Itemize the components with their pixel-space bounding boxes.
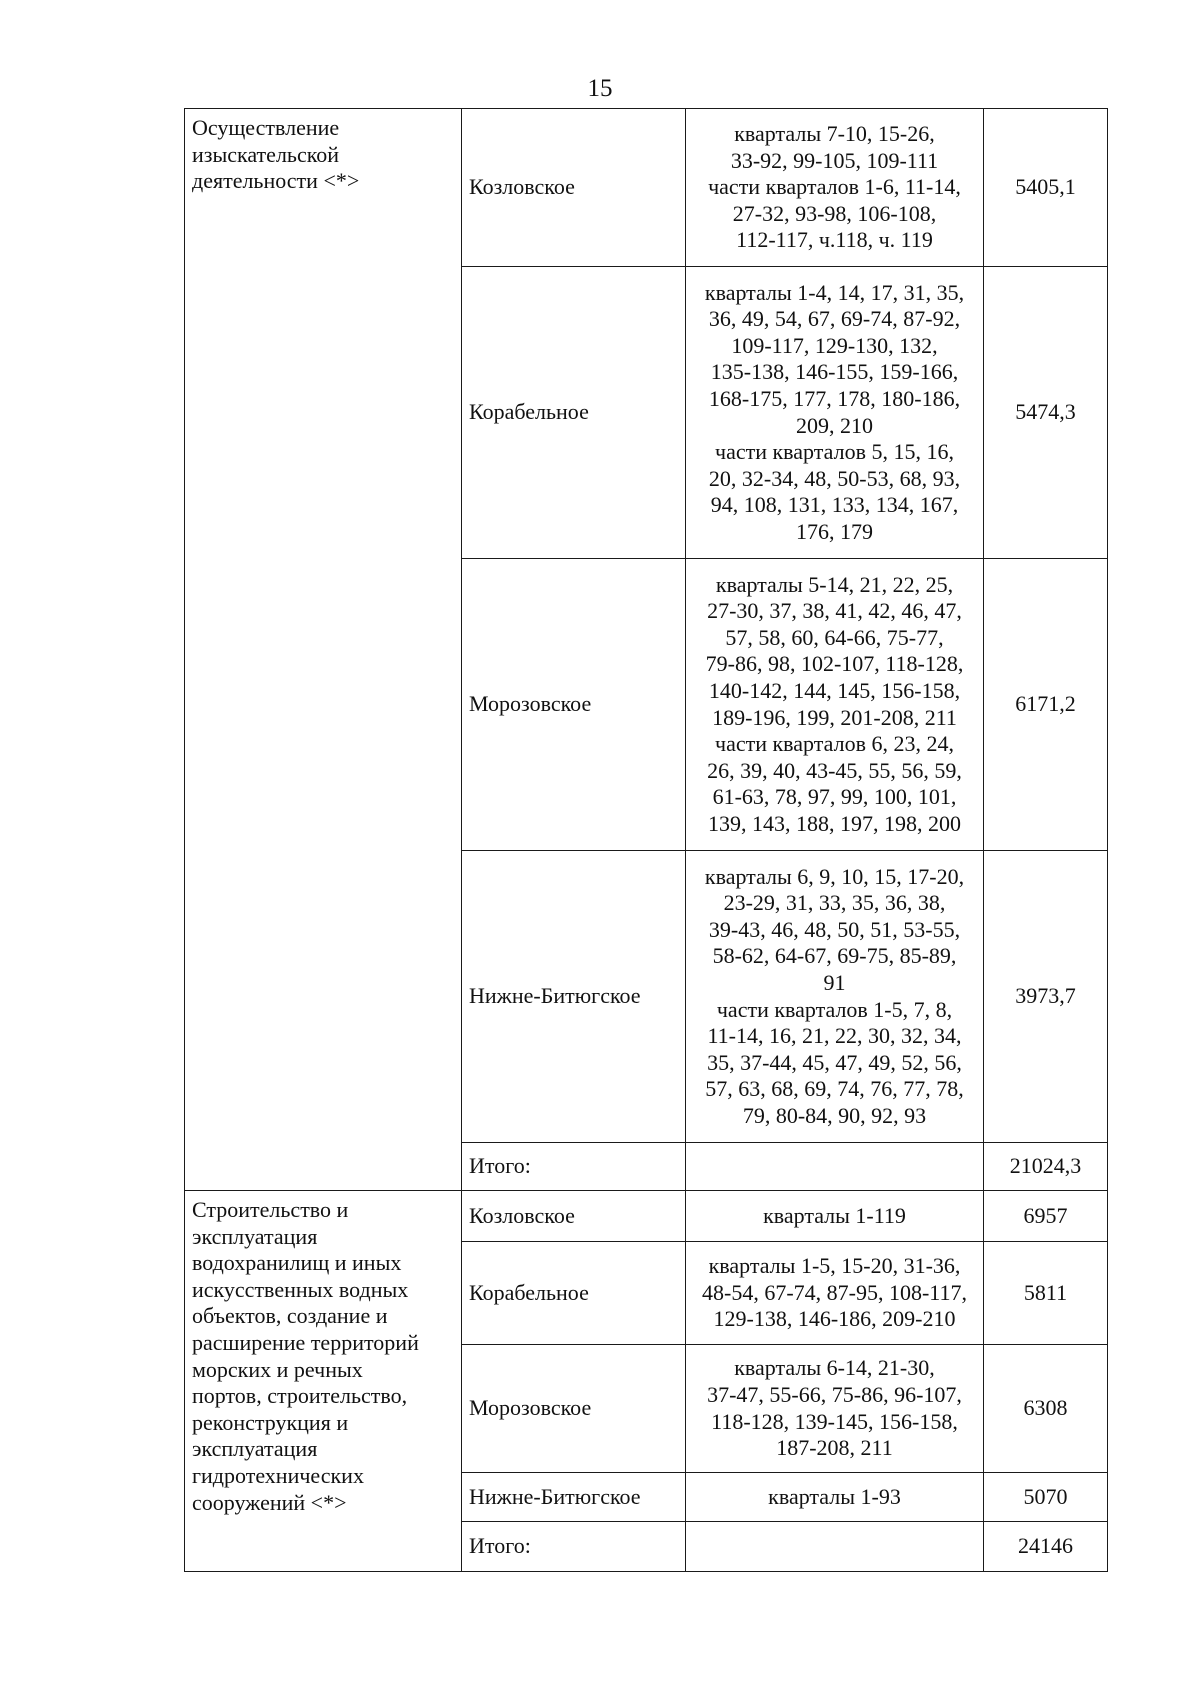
forestry-cell: Козловское <box>462 109 686 267</box>
quarters-line: 37-47, 55-66, 75-86, 96-107, <box>707 1381 962 1407</box>
quarters-line: кварталы 7-10, 15-26, <box>734 121 935 147</box>
activity-line: эксплуатация <box>192 1436 318 1462</box>
activity-line: расширение территорий <box>192 1329 419 1355</box>
quarters-line: 139, 143, 188, 197, 198, 200 <box>708 810 961 836</box>
quarters-line: 189-196, 199, 201-208, 211 <box>712 704 957 730</box>
activity-line: объектов, создание и <box>192 1303 388 1329</box>
quarters-line: части кварталов 1-5, 7, 8, <box>716 996 953 1022</box>
quarters-cell <box>686 1473 984 1522</box>
quarters-cell <box>686 267 984 559</box>
quarters-line: 79, 80-84, 90, 92, 93 <box>742 1102 927 1128</box>
forestry-cell: Козловское <box>462 1191 686 1242</box>
quarters-line: 94, 108, 131, 133, 134, 167, <box>710 492 959 518</box>
quarters-line: части кварталов 5, 15, 16, <box>715 439 954 465</box>
activity-line: Осуществление <box>192 115 340 140</box>
quarters-line: 187-208, 211 <box>776 1435 893 1461</box>
quarters-cell <box>686 1345 984 1473</box>
total-label: Итого: <box>462 1143 686 1191</box>
quarters-line: кварталы 1-93 <box>768 1483 901 1509</box>
forestry-cell: Нижне-Битюгское <box>462 1473 686 1522</box>
quarters-line: 20, 32-34, 48, 50-53, 68, 93, <box>708 465 961 491</box>
quarters-line: 79-86, 98, 102-107, 118-128, <box>705 651 964 677</box>
total-area: 21024,3 <box>984 1143 1108 1191</box>
activity-line: эксплуатация <box>192 1223 318 1249</box>
area-cell: 5811 <box>984 1242 1108 1345</box>
quarters-line: 27-32, 93-98, 106-108, <box>732 200 937 226</box>
quarters-line: кварталы 1-119 <box>763 1202 906 1228</box>
quarters-line: 57, 63, 68, 69, 74, 76, 77, 78, <box>705 1076 964 1102</box>
quarters-line: части кварталов 1-6, 11-14, <box>708 174 961 200</box>
activity-line: деятельности <*> <box>192 168 360 194</box>
forestry-cell: Нижне-Битюгское <box>462 851 686 1143</box>
area-cell: 6957 <box>984 1191 1108 1242</box>
quarters-line: 168-175, 177, 178, 180-186, <box>708 385 961 411</box>
forestry-cell: Корабельное <box>462 1242 686 1345</box>
table-row <box>185 1191 1108 1242</box>
area-cell: 3973,7 <box>984 851 1108 1143</box>
forestry-cell: Корабельное <box>462 267 686 559</box>
quarters-line: 36, 49, 54, 67, 69-74, 87-92, <box>708 306 961 332</box>
quarters-line: кварталы 6, 9, 10, 15, 17-20, <box>704 863 965 889</box>
quarters-line: кварталы 6-14, 21-30, <box>734 1355 935 1381</box>
activity-line: сооружений <*> <box>192 1489 347 1515</box>
quarters-line: кварталы 1-4, 14, 17, 31, 35, <box>704 279 965 305</box>
quarters-line: 135-138, 146-155, 159-166, <box>710 359 959 385</box>
area-cell: 5474,3 <box>984 267 1108 559</box>
area-cell: 5405,1 <box>984 109 1108 267</box>
quarters-line: кварталы 1-5, 15-20, 31-36, <box>708 1253 961 1279</box>
activity-cell <box>185 109 462 1191</box>
area-cell: 6171,2 <box>984 559 1108 851</box>
quarters-line: кварталы 5-14, 21, 22, 25, <box>715 571 954 597</box>
page-number: 15 <box>587 75 613 102</box>
area-cell: 6308 <box>984 1345 1108 1473</box>
quarters-cell <box>686 1522 984 1572</box>
quarters-line: 27-30, 37, 38, 41, 42, 46, 47, <box>707 598 962 624</box>
quarters-line: 33-92, 99-105, 109-111 <box>730 147 939 173</box>
quarters-cell <box>686 851 984 1143</box>
quarters-line: 58-62, 64-67, 69-75, 85-89, <box>712 943 957 969</box>
activity-line: искусственных водных <box>192 1276 409 1302</box>
activity-line: гидротехнических <box>192 1462 364 1488</box>
quarters-line: 176, 179 <box>796 518 873 544</box>
quarters-line: 129-138, 146-186, 209-210 <box>713 1306 956 1332</box>
quarters-cell <box>686 109 984 267</box>
activity-line: Строительство и <box>192 1197 349 1222</box>
activity-line: портов, строительство, <box>192 1383 408 1409</box>
quarters-cell <box>686 1191 984 1242</box>
quarters-line: 140-142, 144, 145, 156-158, <box>708 677 961 703</box>
activity-cell <box>185 1191 462 1572</box>
activity-line: водохранилищ и иных <box>192 1250 402 1276</box>
quarters-line: 91 <box>823 969 846 995</box>
quarters-line: 23-29, 31, 33, 35, 36, 38, <box>723 890 946 916</box>
total-label: Итого: <box>462 1522 686 1572</box>
quarters-line: 26, 39, 40, 43-45, 55, 56, 59, <box>707 757 962 783</box>
quarters-line: 48-54, 67-74, 87-95, 108-117, <box>702 1279 967 1305</box>
quarters-cell <box>686 1143 984 1191</box>
quarters-cell <box>686 559 984 851</box>
quarters-line: 11-14, 16, 21, 22, 30, 32, 34, <box>707 1023 962 1049</box>
table-row <box>185 109 1108 267</box>
activity-line: реконструкция и <box>192 1409 349 1435</box>
quarters-cell <box>686 1242 984 1345</box>
land-use-table <box>184 108 1108 1572</box>
quarters-line: 57, 58, 60, 64-66, 75-77, <box>725 624 944 650</box>
quarters-line: 118-128, 139-145, 156-158, <box>711 1408 958 1434</box>
quarters-line: 109-117, 129-130, 132, <box>731 332 938 358</box>
quarters-line: 112-117, ч.118, ч. 119 <box>736 227 933 253</box>
quarters-line: 39-43, 46, 48, 50, 51, 53-55, <box>708 916 961 942</box>
forestry-cell: Морозовское <box>462 559 686 851</box>
quarters-line: части кварталов 6, 23, 24, <box>715 731 954 757</box>
quarters-line: 209, 210 <box>796 412 873 438</box>
quarters-line: 61-63, 78, 97, 99, 100, 101, <box>712 784 957 810</box>
total-area: 24146 <box>984 1522 1108 1572</box>
quarters-line: 35, 37-44, 45, 47, 49, 52, 56, <box>707 1049 962 1075</box>
area-cell: 5070 <box>984 1473 1108 1522</box>
forestry-cell: Морозовское <box>462 1345 686 1473</box>
activity-line: изыскательской <box>192 141 340 167</box>
activity-line: морских и речных <box>192 1356 363 1382</box>
